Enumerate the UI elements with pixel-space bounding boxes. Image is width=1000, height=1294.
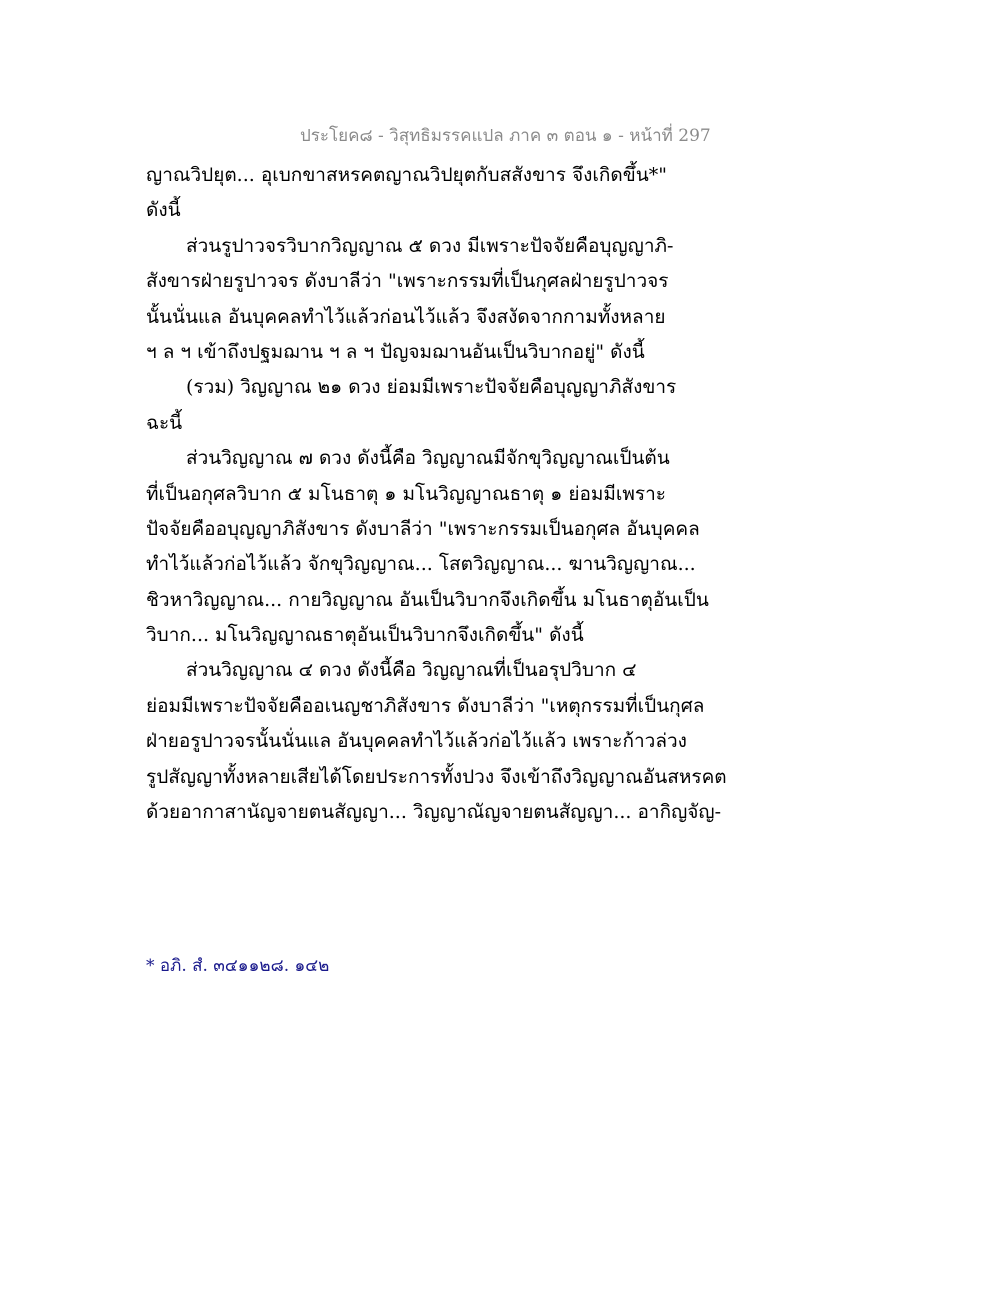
text-line: รูปสัญญาทั้งหลายเสียได้โดยประการทั้งปวง จึงเข้าถึงวิญญาณอันสหรคต — [146, 765, 727, 788]
text-line: ฝ่ายอรูปาวจรนั้นนั่นแล อันบุคคลทำไว้แล้วก่อไว้แล้ว เพราะก้าวล่วง — [146, 730, 687, 753]
text-line: สังขารฝ่ายรูปาวจร ดังบาลีว่า "เพราะกรรมที่เป็นกุศลฝ่ายรูปาวจร — [146, 270, 669, 293]
text-line: ดังนี้ — [146, 199, 181, 222]
text-line: วิบาก... มโนวิญญาณธาตุอันเป็นวิบากจึงเกิดขึ้น" ดังนี้ — [146, 624, 584, 647]
text-line: ส่วนรูปาวจรวิบากวิญญาณ ๕ ดวง มีเพราะปัจจัยคือบุญญาภิ- — [186, 234, 674, 257]
text-line: ฉะนี้ — [146, 411, 183, 434]
text-line: ส่วนวิญญาณ ๗ ดวง ดังนี้คือ วิญญาณมีจักขุวิญญาณเป็นต้น — [186, 447, 670, 470]
body-text — [146, 158, 746, 830]
text-line: ปัจจัยคืออบุญญาภิสังขาร ดังบาลีว่า "เพราะกรรมเป็นอกุศล อันบุคคล — [146, 517, 700, 540]
page-header: ประโยค๘ - วิสุทธิมรรคแปล ภาค ๓ ตอน ๑ - หน้าที่ 297 — [300, 126, 711, 146]
text-line: ที่เป็นอกุศลวิบาก ๕ มโนธาตุ ๑ มโนวิญญาณธาตุ ๑ ย่อมมีเพราะ — [146, 482, 667, 505]
text-line: นั้นนั่นแล อันบุคคลทำไว้แล้วก่อนไว้แล้ว จึงสงัดจากกามทั้งหลาย — [146, 305, 666, 328]
text-line: ส่วนวิญญาณ ๔ ดวง ดังนี้คือ วิญญาณที่เป็นอรุปวิบาก ๔ — [186, 659, 637, 682]
text-line: ญาณวิปยุต... อุเบกขาสหรคตญาณวิปยุตกับสสังขาร จึงเกิดขึ้น*" — [146, 164, 667, 186]
text-line: ทำไว้แล้วก่อไว้แล้ว จักขุวิญญาณ... โสตวิญญาณ... ฆานวิญญาณ... — [146, 553, 696, 576]
text-line: ย่อมมีเพราะปัจจัยคืออเนญชาภิสังขาร ดังบาลีว่า "เหตุกรรมที่เป็นกุศล — [146, 694, 705, 717]
text-line: ฯ ล ฯ เข้าถึงปฐมฌาน ฯ ล ฯ ปัญจมฌานอันเป็นวิบากอยู่" ดังนี้ — [146, 340, 645, 363]
text-line: (รวม) วิญญาณ ๒๑ ดวง ย่อมมีเพราะปัจจัยคือบุญญาภิสังขาร — [186, 376, 677, 399]
footnote: * อภิ. สํ. ๓๔๑๑๒๘. ๑๔๒ — [146, 956, 330, 976]
text-line: ด้วยอากาสานัญจายตนสัญญา... วิญญาณัญจายตนสัญญา... อากิญจัญ- — [146, 801, 722, 824]
text-line: ชิวหาวิญญาณ... กายวิญญาณ อันเป็นวิบากจึงเกิดขึ้น มโนธาตุอันเป็น — [146, 588, 709, 611]
